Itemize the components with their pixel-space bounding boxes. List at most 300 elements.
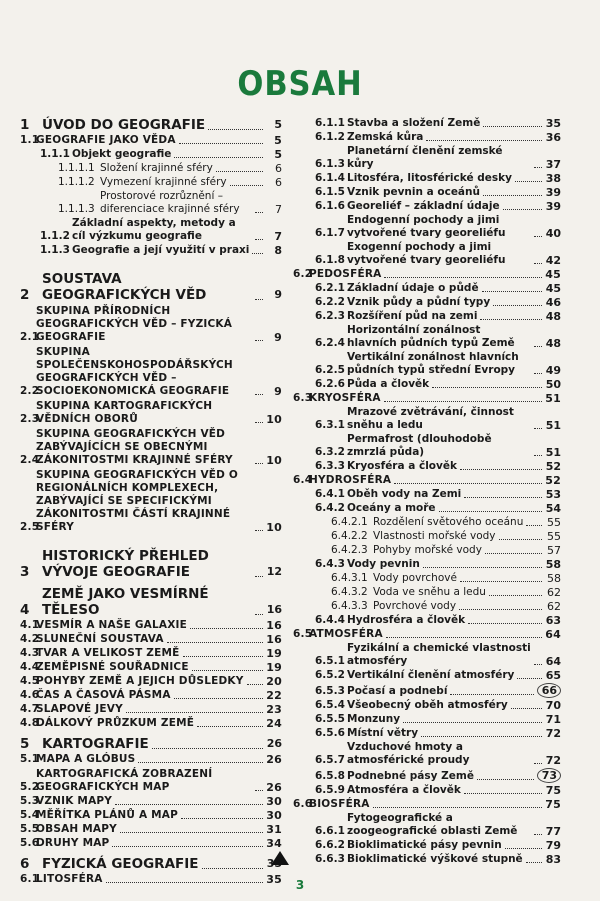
toc-entry-number: 6.5.6 (315, 727, 345, 739)
toc-entry-page: 10 (266, 454, 282, 467)
toc-entry-number: 6.5 (293, 628, 313, 640)
dot-leader (255, 614, 263, 615)
dot-leader (216, 171, 263, 172)
dot-leader (120, 832, 263, 833)
dot-leader (167, 642, 263, 643)
toc-entry-page: 19 (266, 661, 282, 674)
dot-leader (115, 804, 263, 805)
dot-leader (208, 129, 263, 130)
toc-entry (293, 544, 561, 557)
toc-entry (293, 839, 561, 852)
toc-entry (20, 428, 282, 467)
toc-entry-title: LITOSFÉRA (36, 873, 103, 885)
dot-leader (255, 394, 263, 395)
toc-entry-number: 6.4.2.3 (331, 544, 368, 556)
toc-entry-number: 2.4 (20, 454, 40, 466)
toc-entry-title: Voda ve sněhu a ledu (373, 586, 486, 598)
dot-leader (534, 664, 542, 665)
toc-entry-number: 6.2 (293, 268, 313, 280)
dot-leader (499, 539, 542, 540)
dot-leader (483, 126, 542, 127)
dot-leader (384, 277, 542, 278)
toc-entry-title: KARTOGRAFICKÁ ZOBRAZENÍ GEOGRAFICKÝCH MAP (36, 768, 213, 793)
toc-entry-title: KARTOGRAFIE (42, 736, 149, 752)
toc-entry-title: SKUPINA GEOGRAFICKÝCH VĚD ZABÝVAJÍCÍCH SE OBECNÝMI ZÁKONITOSTMI KRAJINNÉ SFÉRY (36, 428, 233, 466)
toc-entry-page: 30 (266, 795, 282, 808)
toc-entry (293, 741, 561, 767)
toc-entry (20, 736, 282, 752)
dot-leader (468, 623, 542, 624)
toc-entry-number: 6.5.3 (315, 685, 345, 697)
toc-entry-title: Pohyby mořské vody (373, 544, 482, 556)
page-number: 3 (295, 878, 305, 892)
toc-entry-page: 39 (545, 200, 561, 213)
toc-entry-number: 6.2.1 (315, 282, 345, 294)
toc-entry-number: 6.4.4 (315, 614, 345, 626)
toc-entry-title: Hydrosféra a člověk (347, 614, 466, 626)
toc-entry-title: HISTORICKÝ PŘEHLED VÝVOJE GEOGRAFIE (42, 548, 209, 580)
toc-entry-page: 72 (545, 754, 561, 767)
toc-entry-page: 23 (266, 703, 282, 716)
toc-entry-number: 6 (20, 856, 30, 872)
toc-entry-number: 4.2 (20, 633, 40, 645)
toc-entry (293, 351, 561, 377)
toc-entry-title: POHYBY ZEMĚ A JEJICH DŮSLEDKY (36, 675, 244, 687)
toc-entry-page: 75 (545, 798, 561, 811)
toc-entry (293, 433, 561, 459)
toc-entry-title: ČAS A ČASOVÁ PÁSMA (36, 689, 171, 701)
toc-entry (293, 614, 561, 627)
toc-entry-title: Oběh vody na Zemi (347, 488, 462, 500)
toc-entry-number: 6.1.5 (315, 186, 345, 198)
toc-entry-number: 1.1.1 (40, 148, 70, 160)
toc-entry-page: 26 (266, 753, 282, 766)
dot-leader (460, 469, 542, 470)
toc-entry (293, 853, 561, 866)
toc-entry-number: 1.1.1.3 (58, 203, 95, 215)
toc-entry-page: 39 (545, 186, 561, 199)
toc-entry-title: KRYOSFÉRA (309, 392, 381, 404)
dot-leader (534, 373, 542, 374)
toc-entry-page: 7 (275, 203, 282, 216)
toc-entry (20, 809, 282, 822)
toc-entry-title: DÁLKOVÝ PRŮZKUM ZEMĚ (36, 717, 195, 729)
toc-entry (293, 669, 561, 682)
dot-leader (477, 779, 534, 780)
dot-leader (480, 319, 542, 320)
toc-entry (293, 600, 561, 613)
toc-entry-number: 6.1.6 (315, 200, 345, 212)
toc-entry (293, 186, 561, 199)
toc-entry-number: 6.5.8 (315, 770, 345, 782)
toc-entry (20, 633, 282, 646)
toc-entry-number: 6.1.7 (315, 227, 345, 239)
toc-entry-number: 6.1.2 (315, 131, 345, 143)
toc-entry-number: 5.3 (20, 795, 40, 807)
toc-entry-page: 16 (266, 603, 282, 616)
toc-entry-title: Vody povrchové (373, 572, 457, 584)
toc-entry-number: 6.5.1 (315, 655, 345, 667)
toc-entry (293, 392, 561, 405)
dot-leader (394, 483, 542, 484)
dot-leader (403, 722, 542, 723)
toc-entry (293, 268, 561, 281)
toc-entry-page: 64 (545, 655, 561, 668)
toc-entry (293, 530, 561, 543)
toc-entry (293, 558, 561, 571)
dot-leader (526, 525, 542, 526)
toc-entry (20, 162, 282, 175)
toc-entry-number: 6.2.6 (315, 378, 345, 390)
dot-leader (174, 698, 263, 699)
dot-leader (384, 401, 542, 402)
toc-entry-title: Exogenní pochody a jimi vytvořené tvary georeliéfu (347, 241, 506, 266)
toc-entry-number: 2.3 (20, 413, 40, 425)
toc-entry-number: 6.6.2 (315, 839, 345, 851)
toc-entry-title: Objekt geografie (72, 148, 172, 160)
toc-entry-number: 5.6 (20, 837, 40, 849)
toc-entry-title: Vody pevnin (347, 558, 420, 570)
toc-entry-number: 3 (20, 564, 30, 580)
toc-entry (293, 324, 561, 350)
toc-entry-number: 6.3.3 (315, 460, 345, 472)
toc-entry-page: 72 (545, 727, 561, 740)
toc-entry-number: 4.8 (20, 717, 40, 729)
toc-entry-title: Povrchové vody (373, 600, 457, 612)
toc-entry-title: Podnebné pásy Země (347, 770, 474, 782)
toc-entry (20, 346, 282, 398)
toc-entry-title: Stavba a složení Země (347, 117, 481, 129)
toc-entry-page: 83 (545, 853, 561, 866)
toc-entry-page: 37 (545, 158, 561, 171)
toc-entry-title: Fytogeografické a zoogeografické oblasti Země (347, 812, 518, 837)
dot-leader (517, 678, 542, 679)
toc-entry (20, 647, 282, 660)
dot-leader (534, 263, 542, 264)
toc-entry-number: 4.1 (20, 619, 40, 631)
toc-entry-number: 4.4 (20, 661, 40, 673)
toc-entry-title: Základní aspekty, metody a cíl výzkumu geografie (72, 217, 236, 242)
toc-entry-title: Všeobecný oběh atmosféry (347, 699, 508, 711)
toc-entry-page: 42 (545, 254, 561, 267)
toc-entry (293, 282, 561, 295)
toc-entry-number: 6.1 (20, 873, 40, 885)
toc-entry-number: 5.2 (20, 781, 40, 793)
toc-entry-number: 4 (20, 602, 30, 618)
dot-leader (534, 236, 542, 237)
dot-leader (460, 581, 542, 582)
toc-entry-title: MĚŘÍTKA PLÁNŮ A MAP (36, 809, 179, 821)
dot-leader (464, 793, 542, 794)
toc-entry-title: ÚVOD DO GEOGRAFIE (42, 117, 206, 133)
toc-entry-number: 6.4.2 (315, 502, 345, 514)
dot-leader (489, 595, 542, 596)
toc-entry (20, 795, 282, 808)
toc-entry-page: 9 (274, 288, 282, 301)
toc-entry-title: VZNIK MAPY (36, 795, 113, 807)
dot-leader (503, 209, 542, 210)
toc-entry-page: 26 (266, 737, 282, 750)
dot-leader (190, 628, 263, 629)
toc-entry-title: Půda a člověk (347, 378, 430, 390)
toc-entry (20, 469, 282, 534)
dot-leader (505, 848, 542, 849)
toc-entry-page: 53 (545, 488, 561, 501)
toc-entry-page: 57 (547, 544, 561, 557)
toc-entry-title: Mrazové zvětrávání, činnost sněhu a ledu (347, 406, 514, 431)
toc-entry-title: FYZICKÁ GEOGRAFIE (42, 856, 199, 872)
toc-entry-page: 66 (537, 683, 561, 698)
toc-entry (293, 488, 561, 501)
toc-entry-number: 2.5 (20, 521, 40, 533)
toc-entry-number: 1.1.1.2 (58, 176, 95, 188)
toc-entry-title: Permafrost (dlouhodobě zmrzlá půda) (347, 433, 492, 458)
dot-leader (459, 609, 542, 610)
dot-leader (255, 212, 263, 213)
toc-entry-number: 6.6 (293, 798, 313, 810)
toc-entry-number: 4.5 (20, 675, 40, 687)
dot-leader (152, 748, 263, 749)
toc-entry-page: 63 (545, 614, 561, 627)
toc-entry-title: Bioklimatické výškové stupně (347, 853, 523, 865)
dot-leader (485, 553, 542, 554)
toc-entry-title: Monzuny (347, 713, 401, 725)
toc-entry-page: 6 (275, 162, 282, 175)
dot-leader (534, 428, 542, 429)
toc-entry-title: DRUHY MAP (36, 837, 110, 849)
toc-entry-title: Vertikální zonálnost hlavních půdních typů střední Evropy (347, 351, 519, 376)
dot-leader (426, 140, 542, 141)
toc-entry-title: Místní větry (347, 727, 419, 739)
toc-entry (293, 642, 561, 668)
toc-entry-number: 6.5.7 (315, 754, 345, 766)
toc-entry-title: Horizontální zonálnost hlavních půdních typů Země (347, 324, 515, 349)
toc-entry-page: 77 (545, 825, 561, 838)
toc-entry-title: Rozdělení světového oceánu (373, 516, 524, 528)
toc-entry-title: Planetární členění zemské kůry (347, 145, 503, 170)
toc-entry-page: 10 (266, 521, 282, 534)
dot-leader (483, 195, 542, 196)
toc-entry (20, 717, 282, 730)
dot-leader (126, 712, 263, 713)
toc-entry-page: 40 (545, 227, 561, 240)
toc-entry (20, 689, 282, 702)
toc-entry (20, 856, 282, 872)
toc-entry-page: 65 (545, 669, 561, 682)
dot-leader (534, 834, 542, 835)
toc-entry (20, 176, 282, 189)
toc-entry (20, 271, 282, 303)
toc-entry-title: Zemská kůra (347, 131, 424, 143)
toc-entry-number: 6.2.5 (315, 364, 345, 376)
toc-entry-page: 5 (274, 148, 282, 161)
toc-entry (293, 768, 561, 783)
toc-entry (293, 310, 561, 323)
toc-entry (293, 727, 561, 740)
dot-leader (255, 576, 263, 577)
toc-entry (293, 572, 561, 585)
dot-leader (493, 305, 542, 306)
toc-entry-title: Základní údaje o půdě (347, 282, 479, 294)
dot-leader (534, 763, 542, 764)
dot-leader (255, 422, 263, 423)
toc-entry (20, 619, 282, 632)
toc-entry-number: 6.5.2 (315, 669, 345, 681)
toc-entry (293, 516, 561, 529)
toc-entry-number: 6.4.1 (315, 488, 345, 500)
dot-leader (511, 708, 542, 709)
toc-entry-number: 1.1.2 (40, 230, 70, 242)
dot-leader (197, 726, 263, 727)
dot-leader (515, 181, 542, 182)
toc-entry-title: Počasí a podnebí (347, 685, 448, 697)
toc-entry-number: 5.4 (20, 809, 40, 821)
toc-entry (293, 502, 561, 515)
toc-entry-page: 8 (274, 244, 282, 257)
toc-entry-title: Vzduchové hmoty a atmosférické proudy (347, 741, 470, 766)
toc-entry-page: 51 (545, 392, 561, 405)
dot-leader (252, 253, 263, 254)
toc-entry-title: Složení krajinné sféry (100, 162, 213, 174)
toc-entry-number: 6.4.3.3 (331, 600, 368, 612)
toc-entry-title: SKUPINA GEOGRAFICKÝCH VĚD O REGIONÁLNÍCH KOMPLEXECH, ZABÝVAJÍCÍ SE SPECIFICKÝMI ZÁKONITOSTMI ČÁSTÍ KRAJINNÉ SFÉRY (36, 469, 239, 533)
dot-leader (255, 239, 263, 240)
toc-entry-page: 45 (545, 282, 561, 295)
toc-entry (20, 661, 282, 674)
toc-entry-title: Bioklimatické pásy pevnin (347, 839, 502, 851)
toc-entry-title: Prostorové rozrůznění – diferenciace krajinné sféry (100, 190, 240, 215)
toc-entry-number: 6.3.1 (315, 419, 345, 431)
dot-leader (192, 670, 263, 671)
dot-leader (439, 511, 542, 512)
toc-entry (20, 753, 282, 766)
toc-entry-number: 4.6 (20, 689, 40, 701)
toc-entry-title: ATMOSFÉRA (309, 628, 383, 640)
toc-entry-page: 55 (547, 530, 561, 543)
dot-leader (423, 567, 542, 568)
toc-entry-page: 48 (545, 337, 561, 350)
toc-entry-page: 22 (266, 689, 282, 702)
toc-entry-page: 49 (545, 364, 561, 377)
toc-entry-title: SKUPINA SPOLEČENSKOHOSPODÁŘSKÝCH GEOGRAFICKÝCH VĚD – SOCIOEKONOMICKÁ GEOGRAFIE (36, 346, 233, 397)
toc-entry (293, 628, 561, 641)
toc-entry (293, 200, 561, 213)
toc-entry-page: 54 (545, 502, 561, 515)
toc-entry-page: 52 (545, 460, 561, 473)
toc-entry-number: 6.1.8 (315, 254, 345, 266)
toc-entry-page: 73 (537, 768, 561, 783)
toc-entry-page: 34 (266, 837, 282, 850)
dot-leader (421, 736, 542, 737)
toc-entry-number: 6.2.3 (315, 310, 345, 322)
toc-entry-title: HYDROSFÉRA (309, 474, 392, 486)
toc-entry-page: 71 (545, 713, 561, 726)
toc-entry (293, 683, 561, 698)
toc-entry-number: 6.5.9 (315, 784, 345, 796)
toc-entry (20, 675, 282, 688)
dot-leader (255, 530, 263, 531)
toc-entry-number: 6.4 (293, 474, 313, 486)
toc-entry-title: Atmosféra a člověk (347, 784, 461, 796)
toc-entry-page: 62 (547, 600, 561, 613)
toc-entry-title: SLUNEČNÍ SOUSTAVA (36, 633, 164, 645)
toc-entry-number: 5.5 (20, 823, 40, 835)
toc-entry (20, 217, 282, 243)
dot-leader (255, 790, 263, 791)
dot-leader (534, 167, 542, 168)
toc-entry-page: 35 (266, 873, 282, 886)
toc-entry-page: 46 (545, 296, 561, 309)
toc-entry-title: SKUPINA KARTOGRAFICKÝCH VĚDNÍCH OBORŮ (36, 400, 213, 425)
toc-entry (293, 798, 561, 811)
dot-leader (534, 455, 542, 456)
toc-entry (20, 837, 282, 850)
toc-entry-title: Endogenní pochody a jimi vytvořené tvary georeliéfu (347, 214, 506, 239)
toc-entry-page: 58 (547, 572, 561, 585)
toc-entry-number: 6.4.3.1 (331, 572, 368, 584)
toc-entry-number: 1.1.3 (40, 244, 70, 256)
dot-leader (174, 157, 263, 158)
dot-leader (386, 637, 542, 638)
toc-entry-title: BIOSFÉRA (309, 798, 370, 810)
toc-entry-title: Fyzikální a chemické vlastnosti atmosféry (347, 642, 531, 667)
toc-entry-title: Vertikální členění atmosféry (347, 669, 515, 681)
toc-entry-page: 79 (545, 839, 561, 852)
toc-entry (293, 241, 561, 267)
toc-entry-number: 4.7 (20, 703, 40, 715)
toc-entry-page: 35 (545, 117, 561, 130)
toc-entry-page: 20 (266, 675, 282, 688)
toc-entry-page: 35 (266, 857, 282, 870)
toc-entry-number: 6.4.3 (315, 558, 345, 570)
toc-entry-number: 1.1.1.1 (58, 162, 95, 174)
dot-leader (534, 346, 542, 347)
toc-entry-title: Vznik pevnin a oceánů (347, 186, 480, 198)
dot-leader (247, 684, 263, 685)
toc-entry-number: 6.5.5 (315, 713, 345, 725)
toc-entry (293, 172, 561, 185)
dot-leader (255, 340, 263, 341)
toc-entry-number: 6.1.3 (315, 158, 345, 170)
toc-entry (20, 703, 282, 716)
toc-entry (293, 378, 561, 391)
toc-entry (293, 117, 561, 130)
toc-entry (293, 406, 561, 432)
toc-entry-page: 30 (266, 809, 282, 822)
toc-entry-page: 48 (545, 310, 561, 323)
toc-entry (20, 244, 282, 257)
toc-entry-page: 55 (547, 516, 561, 529)
toc-entry-page: 52 (545, 474, 561, 487)
toc-entry-number: 6.1.1 (315, 117, 345, 129)
dot-leader (138, 762, 263, 763)
toc-entry-page: 38 (545, 172, 561, 185)
toc-entry-title: Litosféra, litosférické desky (347, 172, 512, 184)
toc-entry (293, 214, 561, 240)
toc-entry-page: 51 (545, 419, 561, 432)
toc-entry (293, 699, 561, 712)
toc-entry-page: 9 (274, 331, 282, 344)
toc-entry-page: 70 (545, 699, 561, 712)
toc-entry-title: GEOGRAFIE JAKO VĚDA (36, 134, 176, 146)
dot-leader (450, 694, 534, 695)
toc-right-column (293, 117, 561, 866)
toc-entry (20, 134, 282, 147)
toc-entry-number: 6.3.2 (315, 446, 345, 458)
toc-entry-title: SOUSTAVA GEOGRAFICKÝCH VĚD (42, 271, 207, 303)
toc-entry-page: 75 (545, 784, 561, 797)
toc-entry (20, 190, 282, 216)
